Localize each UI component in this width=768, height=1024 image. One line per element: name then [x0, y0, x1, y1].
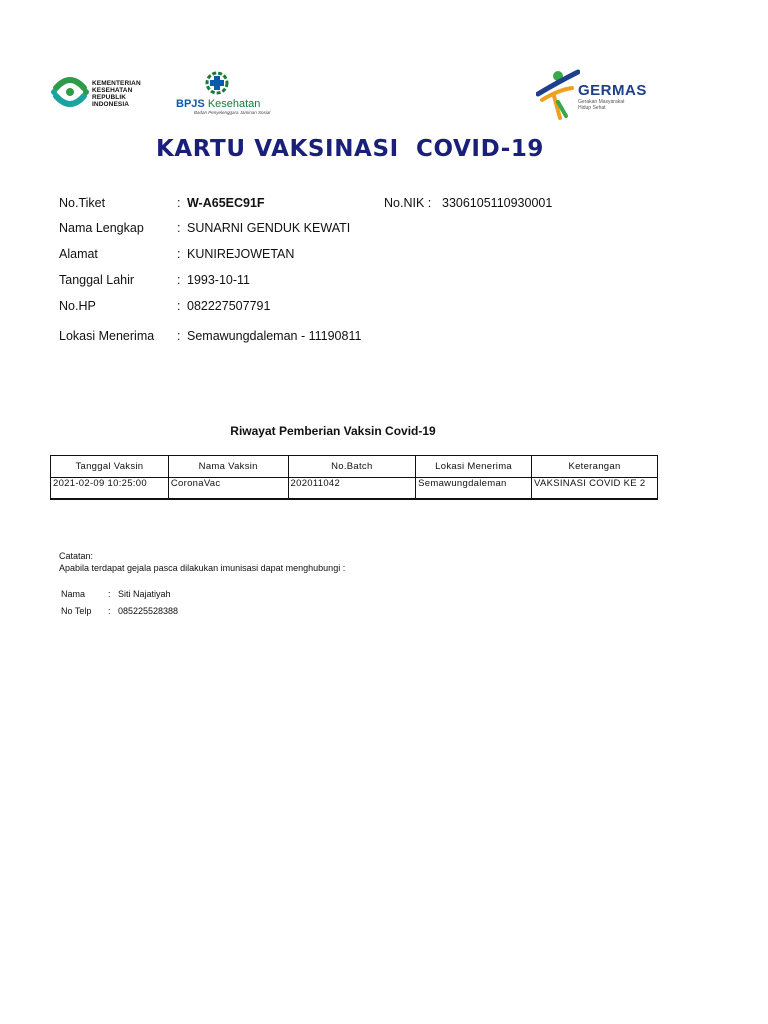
contact-name [61, 589, 171, 599]
note-title: Catatan: [59, 551, 94, 561]
contact-separator: : [108, 589, 111, 599]
cell-batch: 202011042 [288, 478, 416, 500]
field-location [59, 329, 361, 343]
contact-phone-value: 085225528388 [118, 606, 179, 616]
contact-separator: : [108, 606, 111, 616]
field-ticket-value: W-A65EC91F [187, 196, 265, 210]
field-address-label: Alamat [59, 247, 98, 261]
cell-remarks: VAKSINASI COVID KE 2 [532, 478, 658, 500]
field-name-label: Nama Lengkap [59, 221, 144, 235]
contact-phone-label: No Telp [61, 606, 92, 616]
contact-phone [61, 606, 178, 616]
history-heading: Riwayat Pemberian Vaksin Covid-19 [230, 424, 436, 438]
column-header-batch: No.Batch [288, 456, 416, 478]
germas-emblem-icon [536, 68, 580, 120]
field-birth-label: Tanggal Lahir [59, 273, 135, 287]
field-phone [59, 299, 270, 313]
field-separator: : [177, 196, 181, 210]
note-text: Apabila terdapat gejala pasca dilakukan imunisasi dapat menghubungi : [59, 563, 346, 573]
note [59, 550, 345, 574]
bpjs-emblem-icon [204, 70, 230, 96]
bpjs-logo [172, 70, 271, 116]
field-birth-value: 1993-10-11 [187, 273, 251, 287]
field-separator: : [177, 247, 181, 261]
field-address [59, 247, 294, 261]
field-birth [59, 273, 250, 287]
contact-name-value: Siti Najatiyah [118, 589, 171, 599]
table-header-row [51, 456, 658, 478]
field-location-value: Semawungdaleman - 11190811 [187, 329, 362, 343]
cell-location: Semawungdaleman [416, 478, 532, 500]
field-phone-value: 082227507791 [187, 299, 271, 313]
kemenkes-logo [50, 70, 150, 116]
bpjs-logo-subtitle: Badan Penyelenggara Jaminan Sosial [194, 110, 271, 115]
cell-date: 2021-02-09 10:25:00 [51, 478, 169, 500]
germas-logo [536, 68, 648, 120]
field-ticket-label: No.Tiket [59, 196, 106, 210]
field-separator: : [177, 273, 181, 287]
field-location-label: Lokasi Menerima [59, 329, 155, 343]
table-row [51, 478, 658, 500]
germas-logo-subtitle: Gerakan Masyarakat Hidup Sehat [578, 99, 625, 111]
field-nik-label: No.NIK : [384, 196, 432, 210]
germas-logo-name: GERMAS [578, 82, 647, 99]
column-header-location: Lokasi Menerima [416, 456, 532, 478]
column-header-remarks: Keterangan [532, 456, 658, 478]
bpjs-logo-name: BPJS Kesehatan [176, 98, 261, 110]
kemenkes-logo-text: KEMENTERIAN KESEHATAN REPUBLIK INDONESIA [92, 80, 141, 108]
column-header-vaccine: Nama Vaksin [168, 456, 288, 478]
contact-name-label: Nama [61, 589, 86, 599]
cell-vaccine: CoronaVac [168, 478, 288, 500]
field-phone-label: No.HP [59, 299, 96, 313]
vaccine-history-table [50, 455, 658, 500]
field-name [59, 221, 350, 235]
card-title: KARTU VAKSINASI COVID-19 [155, 136, 545, 162]
field-separator: : [177, 299, 181, 313]
field-separator: : [177, 221, 181, 235]
field-ticket [59, 196, 265, 210]
field-address-value: KUNIREJOWETAN [187, 247, 295, 261]
field-nik-value: 3306105110930001 [442, 196, 553, 210]
field-nik [384, 196, 552, 210]
field-separator: : [177, 329, 181, 343]
column-header-date: Tanggal Vaksin [51, 456, 169, 478]
field-name-value: SUNARNI GENDUK KEWATI [187, 221, 351, 235]
kemenkes-emblem-icon [50, 70, 90, 114]
